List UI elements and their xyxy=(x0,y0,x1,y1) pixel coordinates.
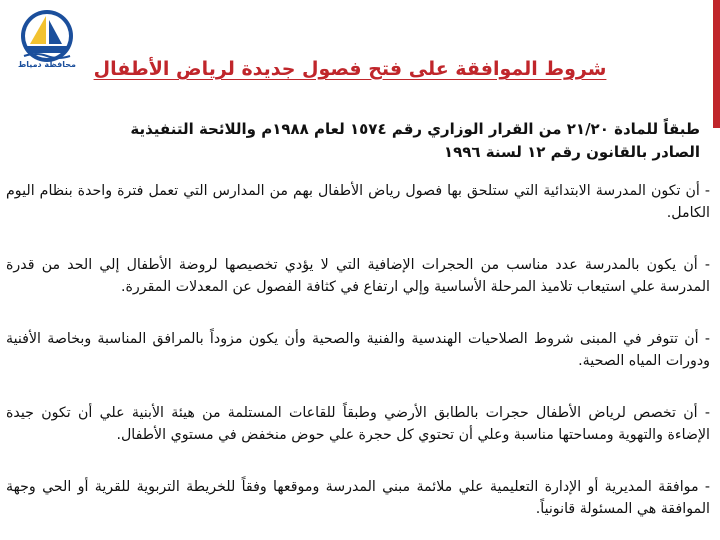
condition-item: - أن تخصص لرياض الأطفال حجرات بالطابق الأرضي وطبقاً للقاعات المستلمة من هيئة الأبنية علي أن تكون جيدة الإضاءة والتهوية ومساحتها مناسبة وعلي أن تحتوي كل حجرة علي حوض منخفض في مستوي الأطفال. xyxy=(6,405,710,443)
condition-item: - أن يكون بالمدرسة عدد مناسب من الحجرات الإضافية التي لا يؤدي تخصيصها لروضة الأطفال إلي الحد من قدرة المدرسة علي استيعاب تلاميذ المرحلة الأساسية وإلي ارتفاع في كثافة الفصول عن المعدلات المقررة. xyxy=(6,257,710,295)
sailboat-icon xyxy=(14,8,80,64)
accent-bar xyxy=(713,0,720,128)
logo-caption: محافظة دمياط xyxy=(17,60,77,69)
intro-text: طبقاً للمادة ٢١/٢٠ من القرار الوزاري رقم ١٥٧٤ لعام ١٩٨٨م واللائحة التنفيذية الصادر بالقانون رقم ١٢ لسنة ١٩٩٦ xyxy=(130,120,700,161)
condition-item: - أن تتوفر في المبنى شروط الصلاحيات الهندسية والفنية والصحية وأن يكون مزوداً بالمرافق المناسبة وبخاصة الأفنية ودورات المياه الصحية. xyxy=(6,331,710,369)
conditions-list xyxy=(6,180,710,520)
condition-item: - أن تكون المدرسة الابتدائية التي ستلحق بها فصول رياض الأطفال بهم من المدارس التي تعمل فترة واحدة بنظام اليوم الكامل. xyxy=(6,183,710,221)
condition-item: - موافقة المديرية أو الإدارة التعليمية علي ملائمة مبني المدرسة وموقعها وفقاً للخريطة التربوية للقرية أو الحي وجهة الموافقة هي المسئولة قانونياً. xyxy=(6,479,710,517)
page-title: شروط الموافقة على فتح فصول جديدة لرياض الأطفال xyxy=(93,58,607,80)
